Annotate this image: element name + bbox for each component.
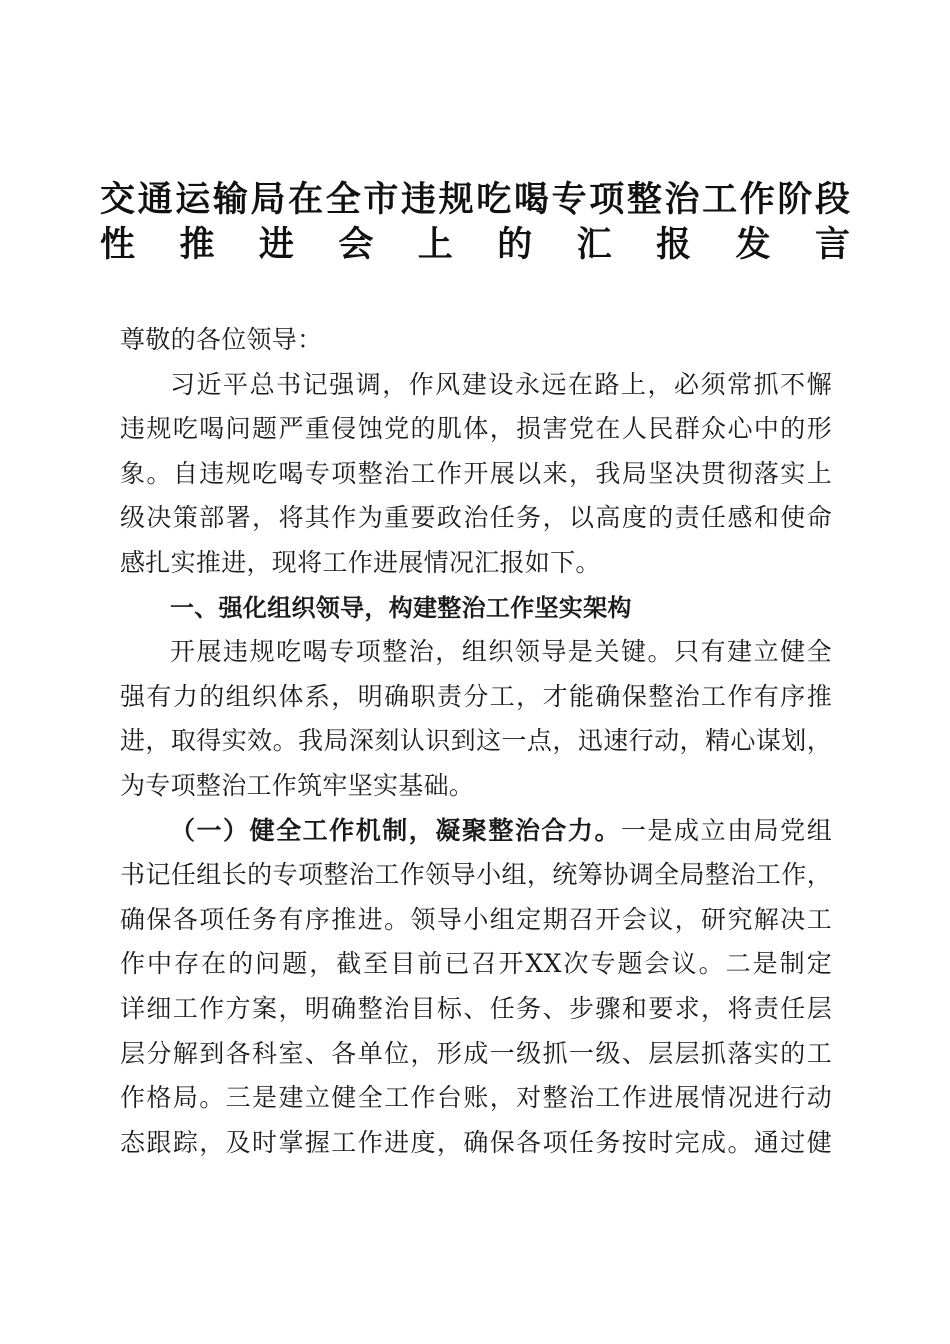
section-heading-1: 一、强化组织领导，构建整治工作坚实架构: [170, 593, 632, 622]
paragraph-3-line: 书记任组长的专项整治工作领导小组，统筹协调全局整治工作，: [120, 860, 832, 890]
paragraph-1-line: 习近平总书记强调，作风建设永远在路上，必须常抓不懈: [170, 369, 832, 399]
paragraph-2-line: 为专项整治工作筑牢坚实基础。: [120, 770, 475, 800]
paragraph-2-line: 进，取得实效。我局深刻认识到这一点，迅速行动，精心谋划，: [120, 726, 832, 756]
paragraph-2-line: 开展违规吃喝专项整治，组织领导是关键。只有建立健全: [170, 637, 832, 667]
subsection-heading-1: （一）健全工作机制，凝聚整治合力。: [170, 815, 621, 845]
paragraph-3-line: 作格局。三是建立健全工作台账，对整治工作进展情况进行动: [120, 1083, 832, 1113]
paragraph-3-line: 详细工作方案，明确整治目标、任务、步骤和要求，将责任层: [120, 993, 832, 1023]
salutation: 尊敬的各位领导：: [120, 325, 323, 354]
paragraph-1-line: 违规吃喝问题严重侵蚀党的肌体，损害党在人民群众心中的形: [120, 414, 832, 444]
paragraph-3-first-line: [120, 809, 832, 854]
document-body: [120, 318, 832, 1165]
paragraph-3-line: 作中存在的问题，截至目前已召开XX次专题会议。二是制定: [120, 949, 832, 979]
title-line-2: 性推进会上的汇报发言: [100, 223, 850, 265]
paragraph-1-line: 象。自违规吃喝专项整治工作开展以来，我局坚决贯彻落实上: [120, 458, 832, 488]
title-line-1: 交通运输局在全市违规吃喝专项整治工作阶段: [100, 179, 850, 220]
paragraph-1-line: 级决策部署，将其作为重要政治任务，以高度的责任感和使命: [120, 503, 832, 533]
paragraph-3-first-line-rest: 一是成立由局党组: [621, 815, 833, 845]
paragraph-3-line: 态跟踪，及时掌握工作进度，确保各项任务按时完成。通过健: [120, 1127, 832, 1157]
paragraph-1-line: 感扎实推进，现将工作进展情况汇报如下。: [120, 547, 601, 577]
document-title: [100, 176, 850, 265]
paragraph-2-line: 强有力的组织体系，明确职责分工，才能确保整治工作有序推: [120, 681, 832, 711]
paragraph-3-line: 层分解到各科室、各单位，形成一级抓一级、层层抓落实的工: [120, 1038, 832, 1068]
paragraph-3-line: 确保各项任务有序推进。领导小组定期召开会议，研究解决工: [120, 904, 832, 934]
